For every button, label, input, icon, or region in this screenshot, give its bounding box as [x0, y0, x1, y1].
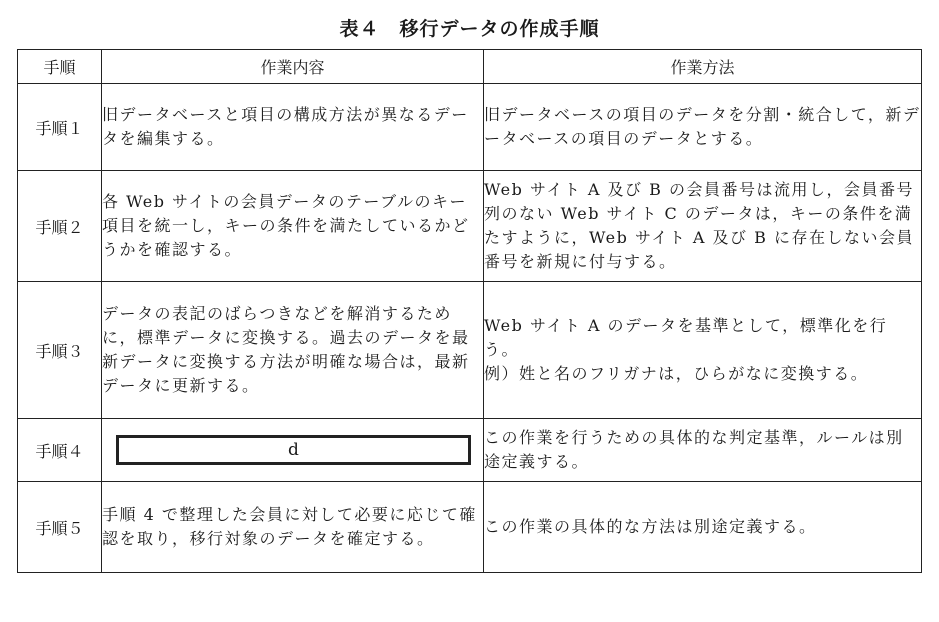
work-content: データの表記のばらつきなどを解消するために，標準データに変換する。過去のデータを最新データに変換する方法が明確な場合は，最新データに更新する。: [102, 282, 484, 419]
table-row: [18, 482, 922, 573]
header-step: 手順: [18, 50, 102, 84]
work-content: [102, 419, 484, 482]
step-label: 手順２: [18, 171, 102, 282]
procedure-table: [17, 49, 922, 573]
step-label: 手順４: [18, 419, 102, 482]
work-content: 手順 4 で整理した会員に対して必要に応じて確認を取り，移行対象のデータを確定する。: [102, 482, 484, 573]
table-row: [18, 282, 922, 419]
header-row: [18, 50, 922, 84]
work-method: この作業の具体的な方法は別途定義する。: [484, 482, 922, 573]
work-method: Web サイト A のデータを基準として，標準化を行う。 例）姓と名のフリガナは，ひらがなに変換する。: [484, 282, 922, 419]
work-method: 旧データベースの項目のデータを分割・統合して，新データベースの項目のデータとする。: [484, 84, 922, 171]
table-row: [18, 171, 922, 282]
step-label: 手順５: [18, 482, 102, 573]
table-title: 表４ 移行データの作成手順: [339, 18, 600, 40]
work-content: 各 Web サイトの会員データのテーブルのキー項目を統一し，キーの条件を満たしているかどうかを確認する。: [102, 171, 484, 282]
work-method: Web サイト A 及び B の会員番号は流用し，会員番号列のない Web サイト C のデータは，キーの条件を満たすように，Web サイト A 及び B に存在しない会員番号を新規に付与する。: [484, 171, 922, 282]
header-content: 作業内容: [102, 50, 484, 84]
step-label: 手順３: [18, 282, 102, 419]
table-row: [18, 84, 922, 171]
step-label: 手順１: [18, 84, 102, 171]
work-content: 旧データベースと項目の構成方法が異なるデータを編集する。: [102, 84, 484, 171]
work-method: この作業を行うための具体的な判定基準，ルールは別途定義する。: [484, 419, 922, 482]
header-method: 作業方法: [484, 50, 922, 84]
table-row: [18, 419, 922, 482]
answer-blank-box: d: [116, 435, 471, 465]
